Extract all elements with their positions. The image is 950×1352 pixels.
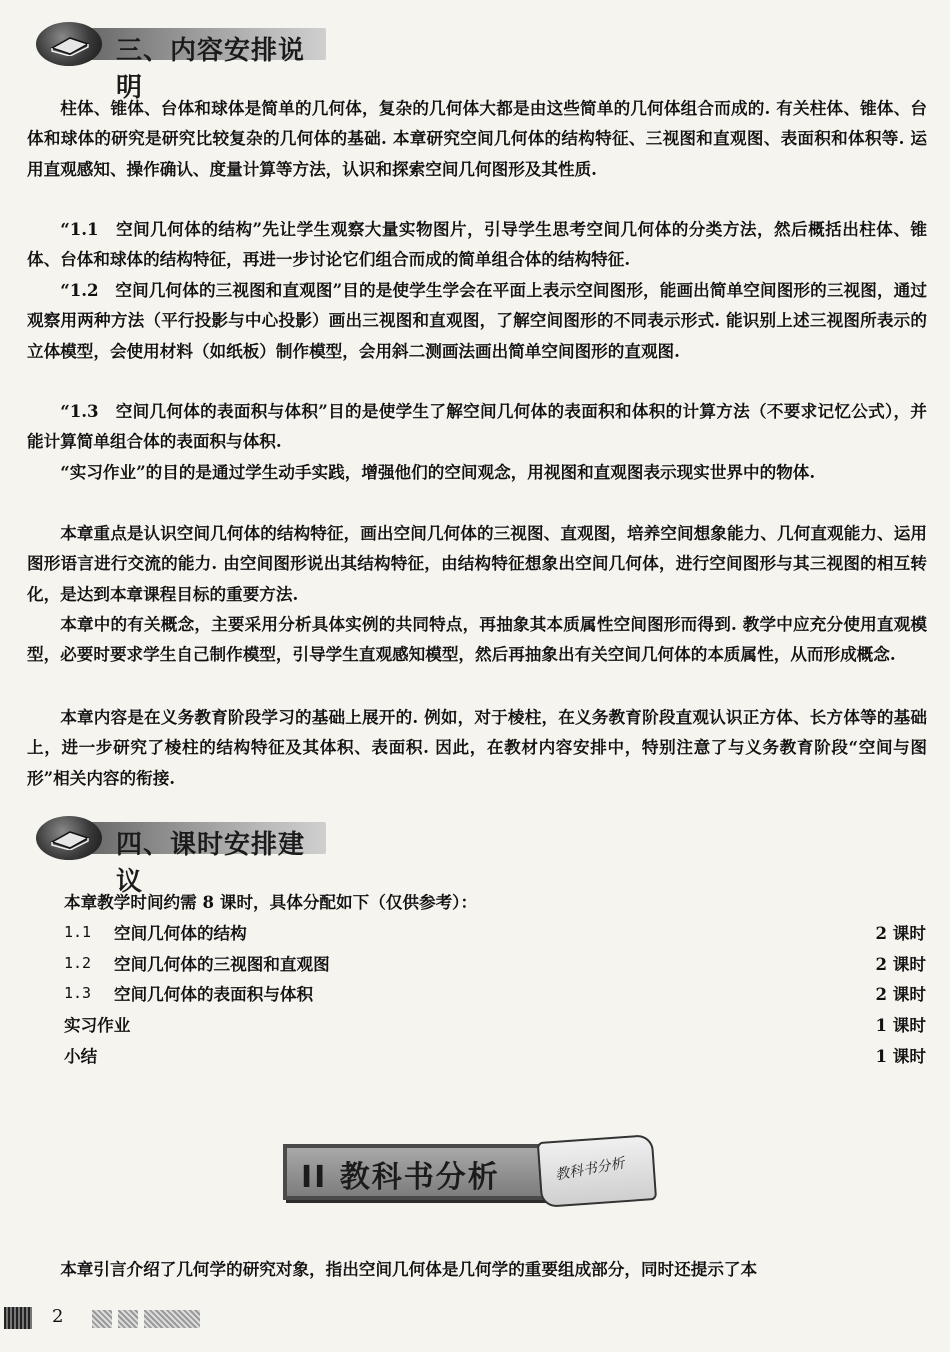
scroll-paper: [537, 1134, 657, 1208]
item-hours: 2 课时: [875, 953, 926, 974]
section-heading-3: [36, 20, 326, 103]
item-number: 1.3: [64, 984, 92, 1003]
scroll-icon: [530, 1128, 663, 1217]
part-banner: [283, 1130, 668, 1220]
logo-block: [92, 1310, 112, 1328]
paragraph: 本章引言介绍了几何学的研究对象，指出空间几何体是几何学的重要组成部分，同时还提示了本: [60, 1259, 758, 1279]
section-title: 三、内容安排说明: [116, 36, 306, 103]
schedule-item: [64, 948, 926, 979]
schedule-item: [64, 917, 926, 948]
item-name: 空间几何体的三视图和直观图: [114, 953, 330, 974]
paragraph: 本章内容是在义务教育阶段学习的基础上展开的. 例如，对于棱柱，在义务教育阶段直观认识正方体、长方体等的基础上，进一步研究了棱柱的结构特征及其体积、表面积. 因此，在教材内容安排中，特别注意了与义务教育阶段“空间与图形”相关内容的衔接.: [27, 707, 927, 788]
page-footer: [0, 1302, 950, 1338]
paragraph: 本章中的有关概念，主要采用分析具体实例的共同特点，再抽象其本质属性空间图形而得到. 教学中应充分使用直观模型，必要时要求学生自己制作模型，引导学生直观感知模型，然后再抽象出有关空间几何体的本质属性，从而形成概念.: [27, 614, 927, 665]
paragraph: 本章重点是认识空间几何体的结构特征，画出空间几何体的三视图、直观图，培养空间想象能力、几何直观能力、运用图形语言进行交流的能力. 由空间图形说出其结构特征，由结构特征想象出空间几何体，进行空间图形与其三视图的相互转化，是达到本章课程目标的重要方法.: [27, 523, 927, 604]
book-emblem-icon: [36, 816, 102, 860]
page-number: 2: [52, 1306, 64, 1327]
schedule-list: [64, 917, 926, 1070]
schedule-item: [64, 1039, 926, 1070]
schedule-item: [64, 1009, 926, 1040]
item-number: 1.2: [64, 953, 92, 972]
book-emblem-icon: [36, 22, 102, 66]
item-hours: 2 课时: [875, 923, 926, 944]
item-hours: 1 课时: [875, 1015, 926, 1036]
part-title-plate: [283, 1144, 553, 1200]
paragraph: 柱体、锥体、台体和球体是简单的几何体，复杂的几何体大都是由这些简单的几何体组合而成的. 有关柱体、锥体、台体和球体的研究是研究比较复杂的几何体的基础. 本章研究空间几何体的结构特征、三视图和直观图、表面积和体积等. 运用直观感知、操作确认、度量计算等方法，认识和探索空间几何图形及其性质.: [27, 98, 927, 179]
schedule-item: [64, 978, 926, 1009]
item-name: 实习作业: [64, 1015, 131, 1036]
part-title: II 教科书分析: [301, 1160, 500, 1195]
scroll-caption: 教科书分析: [554, 1155, 626, 1184]
logo-block: [118, 1310, 138, 1328]
logo-block: [144, 1310, 200, 1328]
item-name: 小结: [64, 1045, 98, 1066]
paragraph: “实习作业”的目的是通过学生动手实践，增强他们的空间观念，用视图和直观图表示现实世界中的物体.: [60, 462, 816, 482]
section-heading-4: [36, 814, 326, 897]
schedule-intro: 本章教学时间约需 8 课时，具体分配如下（仅供参考）：: [64, 892, 478, 912]
item-name: 空间几何体的结构: [114, 923, 247, 944]
footer-ornament-icon: [4, 1307, 32, 1329]
item-hours: 2 课时: [875, 984, 926, 1005]
item-number: 1.1: [64, 923, 92, 942]
section-title: 四、课时安排建议: [116, 830, 306, 897]
item-name: 空间几何体的表面积与体积: [114, 984, 314, 1005]
paragraph: “1.2 空间几何体的三视图和直观图”目的是使学生学会在平面上表示空间图形，能画出简单空间图形的三视图，通过观察用两种方法（平行投影与中心投影）画出三视图和直观图，了解空间图形的不同表示形式. 能识别上述三视图所表示的立体模型，会使用材料（如纸板）制作模型，会用斜二测画法画出简单空间图形的直观图.: [27, 280, 927, 361]
paragraph: “1.3 空间几何体的表面积与体积”目的是使学生了解空间几何体的表面积和体积的计算方法（不要求记忆公式），并能计算简单组合体的表面积与体积.: [27, 401, 927, 452]
item-hours: 1 课时: [875, 1045, 926, 1066]
series-logo: [92, 1308, 200, 1330]
paragraph: “1.1 空间几何体的结构”先让学生观察大量实物图片，引导学生思考空间几何体的分类方法，然后概括出柱体、锥体、台体和球体的结构特征，再进一步讨论它们组合而成的简单组合体的结构特征.: [27, 219, 927, 270]
